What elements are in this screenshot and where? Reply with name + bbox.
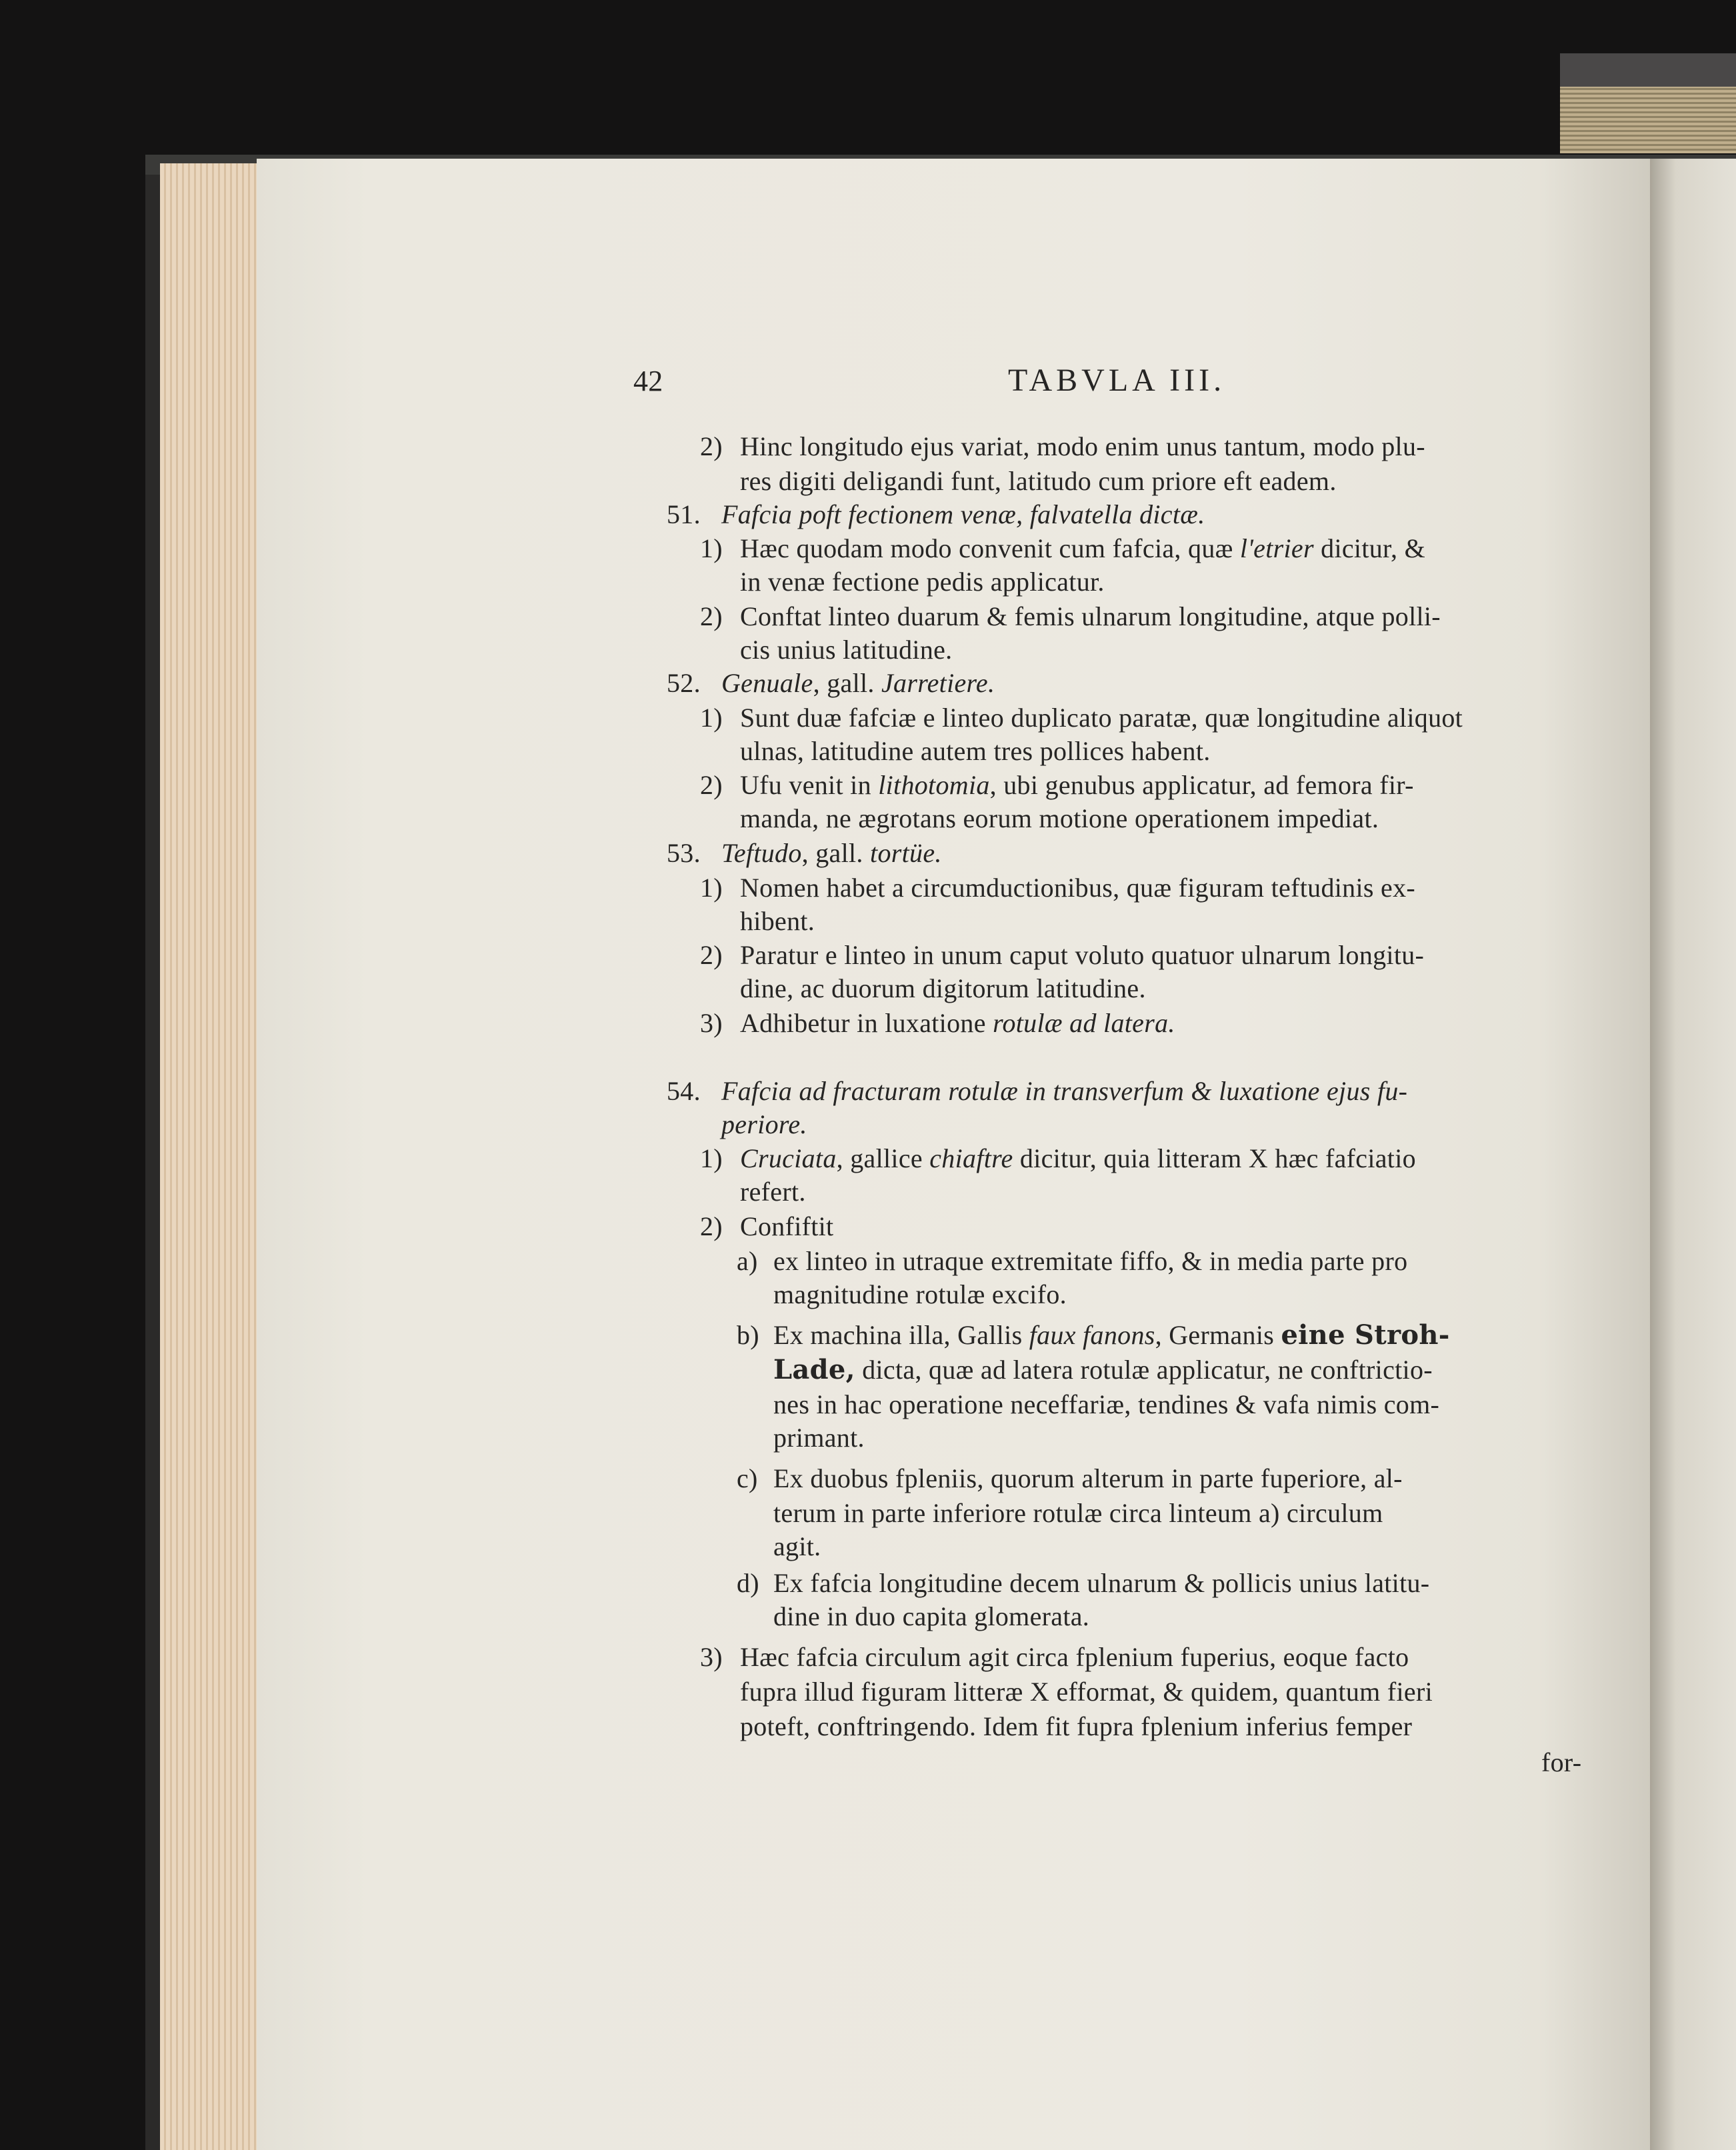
item-number: 1)	[700, 703, 723, 733]
text-line: Lade, dicta, quæ ad latera rotulæ applicatur, ne conftrictio-	[773, 1354, 1433, 1385]
text-line: Ufu venit in lithotomia, ubi genubus applicatur, ad femora fir-	[740, 770, 1414, 800]
text-line: manda, ne ægrotans eorum motione operationem impediat.	[740, 803, 1379, 833]
sub-item-letter: d)	[737, 1568, 759, 1598]
item-number: 1)	[700, 533, 723, 563]
item-number: 1)	[700, 1143, 723, 1173]
section-heading: Teftudo, gall. tortüe.	[721, 838, 942, 868]
text-line: Confiftit	[740, 1211, 834, 1241]
item-number: 2)	[700, 1211, 723, 1241]
section-heading: Fafcia ad fracturam rotulæ in transverfum & luxatione ejus fu-	[721, 1076, 1408, 1106]
section-heading: periore.	[721, 1109, 807, 1139]
text-line: res digiti deligandi funt, latitudo cum priore eft eadem.	[740, 466, 1337, 496]
text-line: Sunt duæ fafciæ e linteo duplicato paratæ, quæ longitudine aliquot	[740, 703, 1463, 733]
text-line: Ex fafcia longitudine decem ulnarum & pollicis unius latitu-	[773, 1568, 1430, 1598]
text-line: ex linteo in utraque extremitate fiffo, & in media parte pro	[773, 1246, 1408, 1276]
text-line: refert.	[740, 1177, 806, 1207]
catchword: for-	[1541, 1747, 1582, 1777]
text-line: Adhibetur in luxatione rotulæ ad latera.	[740, 1008, 1175, 1038]
text-line: nes in hac operatione neceffariæ, tendines & vafa nimis com-	[773, 1389, 1440, 1419]
section-number: 52.	[667, 668, 701, 698]
text-line: Hæc fafcia circulum agit circa fplenium fuperius, eoque facto	[740, 1642, 1409, 1672]
text-line: Ex duobus fpleniis, quorum alterum in parte fuperiore, al-	[773, 1463, 1403, 1493]
text-line: terum in parte inferiore rotulæ circa linteum a) circulum	[773, 1498, 1383, 1528]
item-number: 1)	[700, 873, 723, 903]
text-line: in venæ fectione pedis applicatur.	[740, 567, 1105, 597]
text-line: fupra illud figuram litteræ X efformat, & quidem, quantum fieri	[740, 1677, 1433, 1707]
item-number: 2)	[700, 601, 723, 631]
text-line: Conftat linteo duarum & femis ulnarum longitudine, atque polli-	[740, 601, 1441, 631]
text-line: Hæc quodam modo convenit cum fafcia, quæ l'etrier dicitur, &	[740, 533, 1426, 563]
text-line: Ex machina illa, Gallis faux fanons, Germanis eine Stroh-	[773, 1319, 1450, 1351]
sub-item-letter: b)	[737, 1320, 759, 1350]
item-number: 2)	[700, 431, 723, 461]
sub-item-letter: c)	[737, 1463, 758, 1493]
section-number: 54.	[667, 1076, 701, 1106]
text-line: primant.	[773, 1423, 865, 1453]
text-line: cis unius latitudine.	[740, 635, 953, 665]
section-heading: Genuale, gall. Jarretiere.	[721, 668, 995, 698]
sub-item-letter: a)	[737, 1246, 758, 1276]
text-line: agit.	[773, 1531, 821, 1561]
section-number: 53.	[667, 838, 701, 868]
text-line: dine, ac duorum digitorum latitudine.	[740, 973, 1146, 1003]
text-line: ulnas, latitudine autem tres pollices habent.	[740, 736, 1211, 766]
text-line: Hinc longitudo ejus variat, modo enim unus tantum, modo plu-	[740, 431, 1425, 461]
section-heading: Fafcia poft fectionem venæ, falvatella dictæ.	[721, 499, 1205, 529]
item-number: 2)	[700, 940, 723, 970]
item-number: 3)	[700, 1642, 723, 1672]
page-title: TABVLA III.	[1008, 363, 1226, 398]
text-line: dine in duo capita glomerata.	[773, 1601, 1090, 1631]
text-line: Cruciata, gallice chiaftre dicitur, quia litteram X hæc fafciatio	[740, 1143, 1416, 1173]
section-number: 51.	[667, 499, 701, 529]
page-number: 42	[633, 365, 663, 397]
text-line: Paratur e linteo in unum caput voluto quatuor ulnarum longitu-	[740, 940, 1425, 970]
text-line: magnitudine rotulæ excifo.	[773, 1279, 1067, 1309]
text-line: hibent.	[740, 906, 815, 936]
text-line: Nomen habet a circumductionibus, quæ figuram teftudinis ex-	[740, 873, 1416, 903]
item-number: 3)	[700, 1008, 723, 1038]
item-number: 2)	[700, 770, 723, 800]
text-line: poteft, conftringendo. Idem fit fupra fplenium inferius femper	[740, 1711, 1413, 1741]
